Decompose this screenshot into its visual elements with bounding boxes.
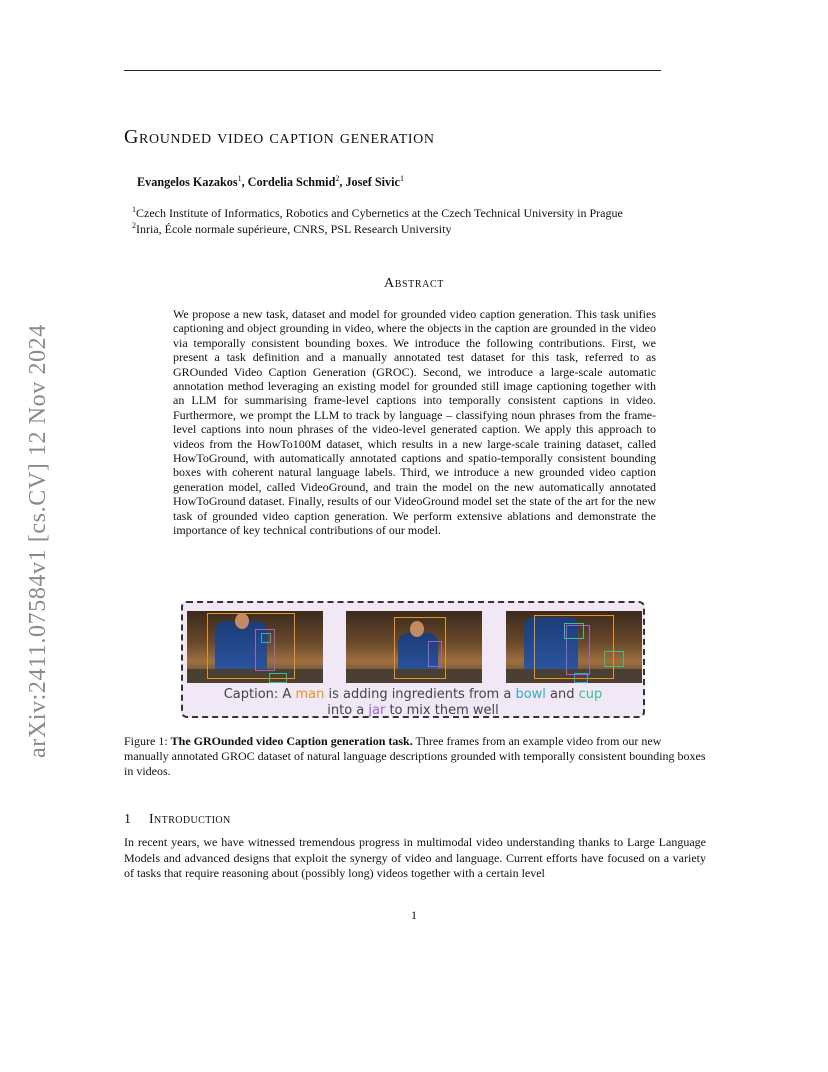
affiliation-mark: 2 xyxy=(132,221,136,230)
author-affiliation-mark: 2 xyxy=(335,174,340,183)
affiliation-mark: 1 xyxy=(132,205,136,214)
caption-phrase-cup: cup xyxy=(578,687,603,702)
bbox-jar xyxy=(428,641,442,667)
figure-caption xyxy=(124,734,706,779)
bbox-cup xyxy=(604,651,624,667)
caption-phrase-bowl: bowl xyxy=(515,687,546,702)
bbox-bowl xyxy=(574,673,588,683)
caption-phrase-jar: jar xyxy=(368,703,386,718)
abstract-body: We propose a new task, dataset and model for grounded video caption generation. This task unifies captioning and object grounding in video, where the objects in the caption are grounded in the video via temporally consistent bounding boxes. We introduce the following contributions. First, we present a task definition and a manually annotated test dataset for this task, referred to as GROunded Video Caption Generation (GROC). Second, we introduce a large-scale automatic annotation method leveraging an existing model for grounded still image captioning together with an LLM for summarising frame-level captions into temporally consistent captions in video. Furthermore, we prompt the LLM to track by language – classifying noun phrases from the frame-level captions into noun phrases of the video-level generated caption. We apply this approach to videos from the HowTo100M dataset, which results in a new large-scale training dataset, called HowToGround, with automatically annotated captions and spatio-temporally consistent bounding boxes with coherent natural language labels. Third, we introduce a new grounded video caption generation model, called VideoGround, and train the model on the new automatically annotated HowToGround dataset. Finally, results of our VideoGround model set the state of the art for the new task of grounded video caption generation. We perform extensive ablations and demonstrate the importance of key technical contributions of our model. xyxy=(173,307,656,538)
author-affiliation-mark: 1 xyxy=(399,174,404,183)
bbox-cup xyxy=(564,623,584,639)
caption-text: to mix them well xyxy=(385,703,499,718)
caption-phrase-man: man xyxy=(295,687,325,702)
bbox-bowl xyxy=(261,633,271,643)
video-frame-3 xyxy=(506,611,642,683)
arxiv-stamp: arXiv:2411.07584v1 [cs.CV] 12 Nov 2024 xyxy=(25,324,51,758)
author-affiliation-mark: 1 xyxy=(237,174,242,183)
figure-label: Figure 1: xyxy=(124,734,168,748)
figure-1 xyxy=(181,601,645,718)
section-heading xyxy=(124,812,231,828)
page-number: 1 xyxy=(411,908,417,922)
figure-title: The GROunded video Caption generation task. xyxy=(170,734,413,748)
caption-text: into a xyxy=(327,703,369,718)
affiliation xyxy=(132,205,623,221)
affiliation-text: Inria, École normale supérieure, CNRS, PSL Research University xyxy=(136,222,452,236)
author-list: Evangelos Kazakos$^1$, Cordelia Schmid$^2$, Josef Sivic$^1$ xyxy=(137,174,404,190)
bbox-cup xyxy=(269,673,287,683)
section-body: In recent years, we have witnessed tremendous progress in multimodal video understanding thanks to Large Language Models and advanced designs that exploit the synergy of video and language. Current efforts have focused on a variety of tasks that require reasoning about (possibly long) videos together with a certain level xyxy=(124,835,706,880)
paper-title: Grounded video caption generation xyxy=(124,126,435,148)
section-number: 1 xyxy=(124,812,132,827)
section-title: Introduction xyxy=(149,812,231,827)
video-frame-1 xyxy=(187,611,323,683)
bbox-man xyxy=(207,613,295,679)
affiliation-text: Czech Institute of Informatics, Robotics and Cybernetics at the Czech Technical University in Prague xyxy=(136,206,623,220)
video-frame-2 xyxy=(346,611,482,683)
caption-text: Caption: A xyxy=(223,687,296,702)
author-name: Cordelia Schmid xyxy=(247,175,336,190)
caption-text: and xyxy=(545,687,579,702)
caption-text: is adding ingredients from a xyxy=(324,687,516,702)
author-name: Josef Sivic xyxy=(345,175,400,190)
affiliation xyxy=(132,221,451,237)
abstract-heading: Abstract xyxy=(384,276,444,291)
top-rule xyxy=(124,70,661,71)
figure-text: Three frames from an example video from our new manually annotated GROC dataset of natural language descriptions grounded with temporally consistent bounding boxes in videos. xyxy=(124,734,706,778)
author-name: Evangelos Kazakos xyxy=(137,175,238,190)
figure-grounded-caption xyxy=(183,687,643,719)
